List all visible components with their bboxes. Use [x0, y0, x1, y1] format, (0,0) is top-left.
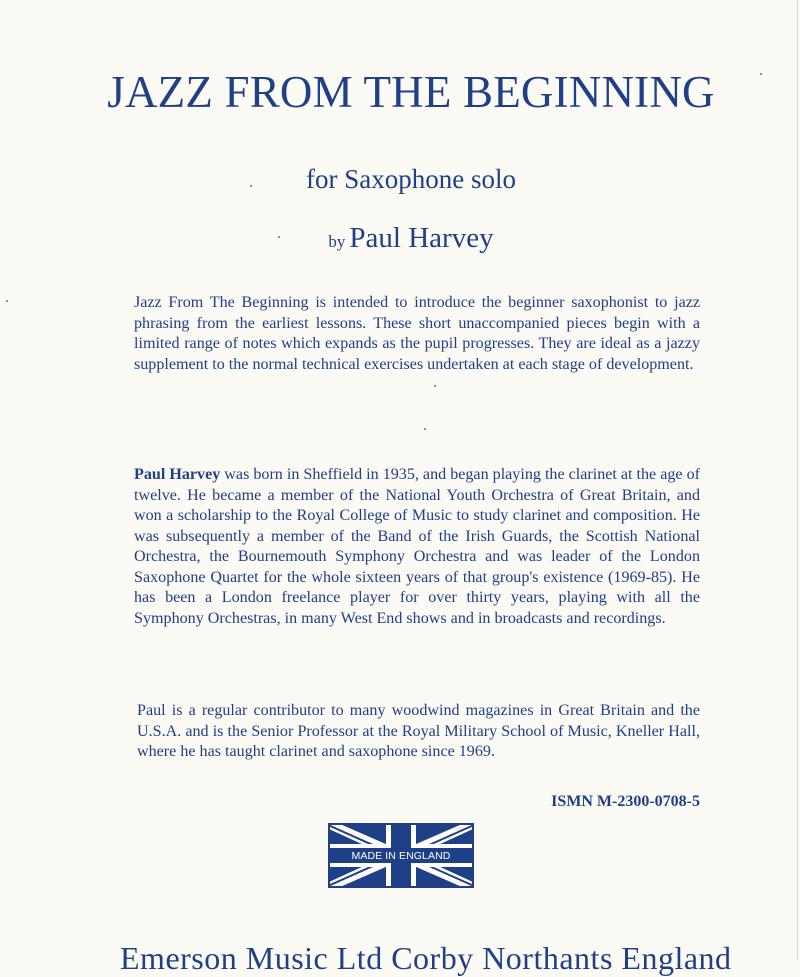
paper-speck	[424, 428, 426, 430]
biography-name: Paul Harvey	[134, 466, 221, 483]
paper-speck	[760, 73, 762, 75]
badge-label: MADE IN ENGLAND	[351, 850, 451, 862]
paper-speck	[278, 236, 280, 238]
author-prefix: by	[328, 232, 346, 251]
book-subtitle: for Saxophone solo	[306, 164, 516, 194]
paper-speck	[434, 385, 436, 387]
author-line	[0, 222, 800, 255]
biography-paragraph	[134, 465, 700, 629]
ismn-number: ISMN M-2300-0708-5	[551, 793, 700, 810]
intro-paragraph: Jazz From The Beginning is intended to introduce the beginner saxophonist to jazz phrasing from the earliest lessons. These short unaccompanied pieces begin with a limited range of notes which expands as the pupil progresses. They are ideal as a jazzy supplement to the normal technical exercises undertaken at each stage of development.	[134, 294, 700, 373]
paper-speck	[250, 185, 252, 187]
biography-text: was born in Sheffield in 1935, and began playing the clarinet at the age of twelve. He became a member of the National Youth Orchestra of Great Britain, and won a scholarship to the Royal College of Music to study clarinet and composition. He was subsequently a member of the Band of the Irish Guards, the Scottish National Orchestra, the Bournemouth Symphony Orchestra and was leader of the London Saxophone Quartet for the whole sixteen years of that group's existence (1969-85). He has been a London freelance player for over thirty years, playing with all the Symphony Orchestras, in many West End shows and in broadcasts and recordings.	[134, 466, 700, 627]
publisher-footer: Emerson Music Ltd Corby Northants England	[120, 940, 732, 976]
book-title: JAZZ FROM THE BEGINNING	[107, 67, 715, 117]
closing-paragraph: Paul is a regular contributor to many woodwind magazines in Great Britain and the U.S.A. and is the Senior Professor at the Royal Military School of Music, Kneller Hall, where he has taught clarinet and saxophone since 1969.	[137, 702, 700, 760]
made-in-england-badge	[328, 823, 474, 888]
paper-speck	[6, 300, 8, 302]
page-edge	[797, 0, 798, 960]
author-name: Paul Harvey	[349, 222, 494, 254]
